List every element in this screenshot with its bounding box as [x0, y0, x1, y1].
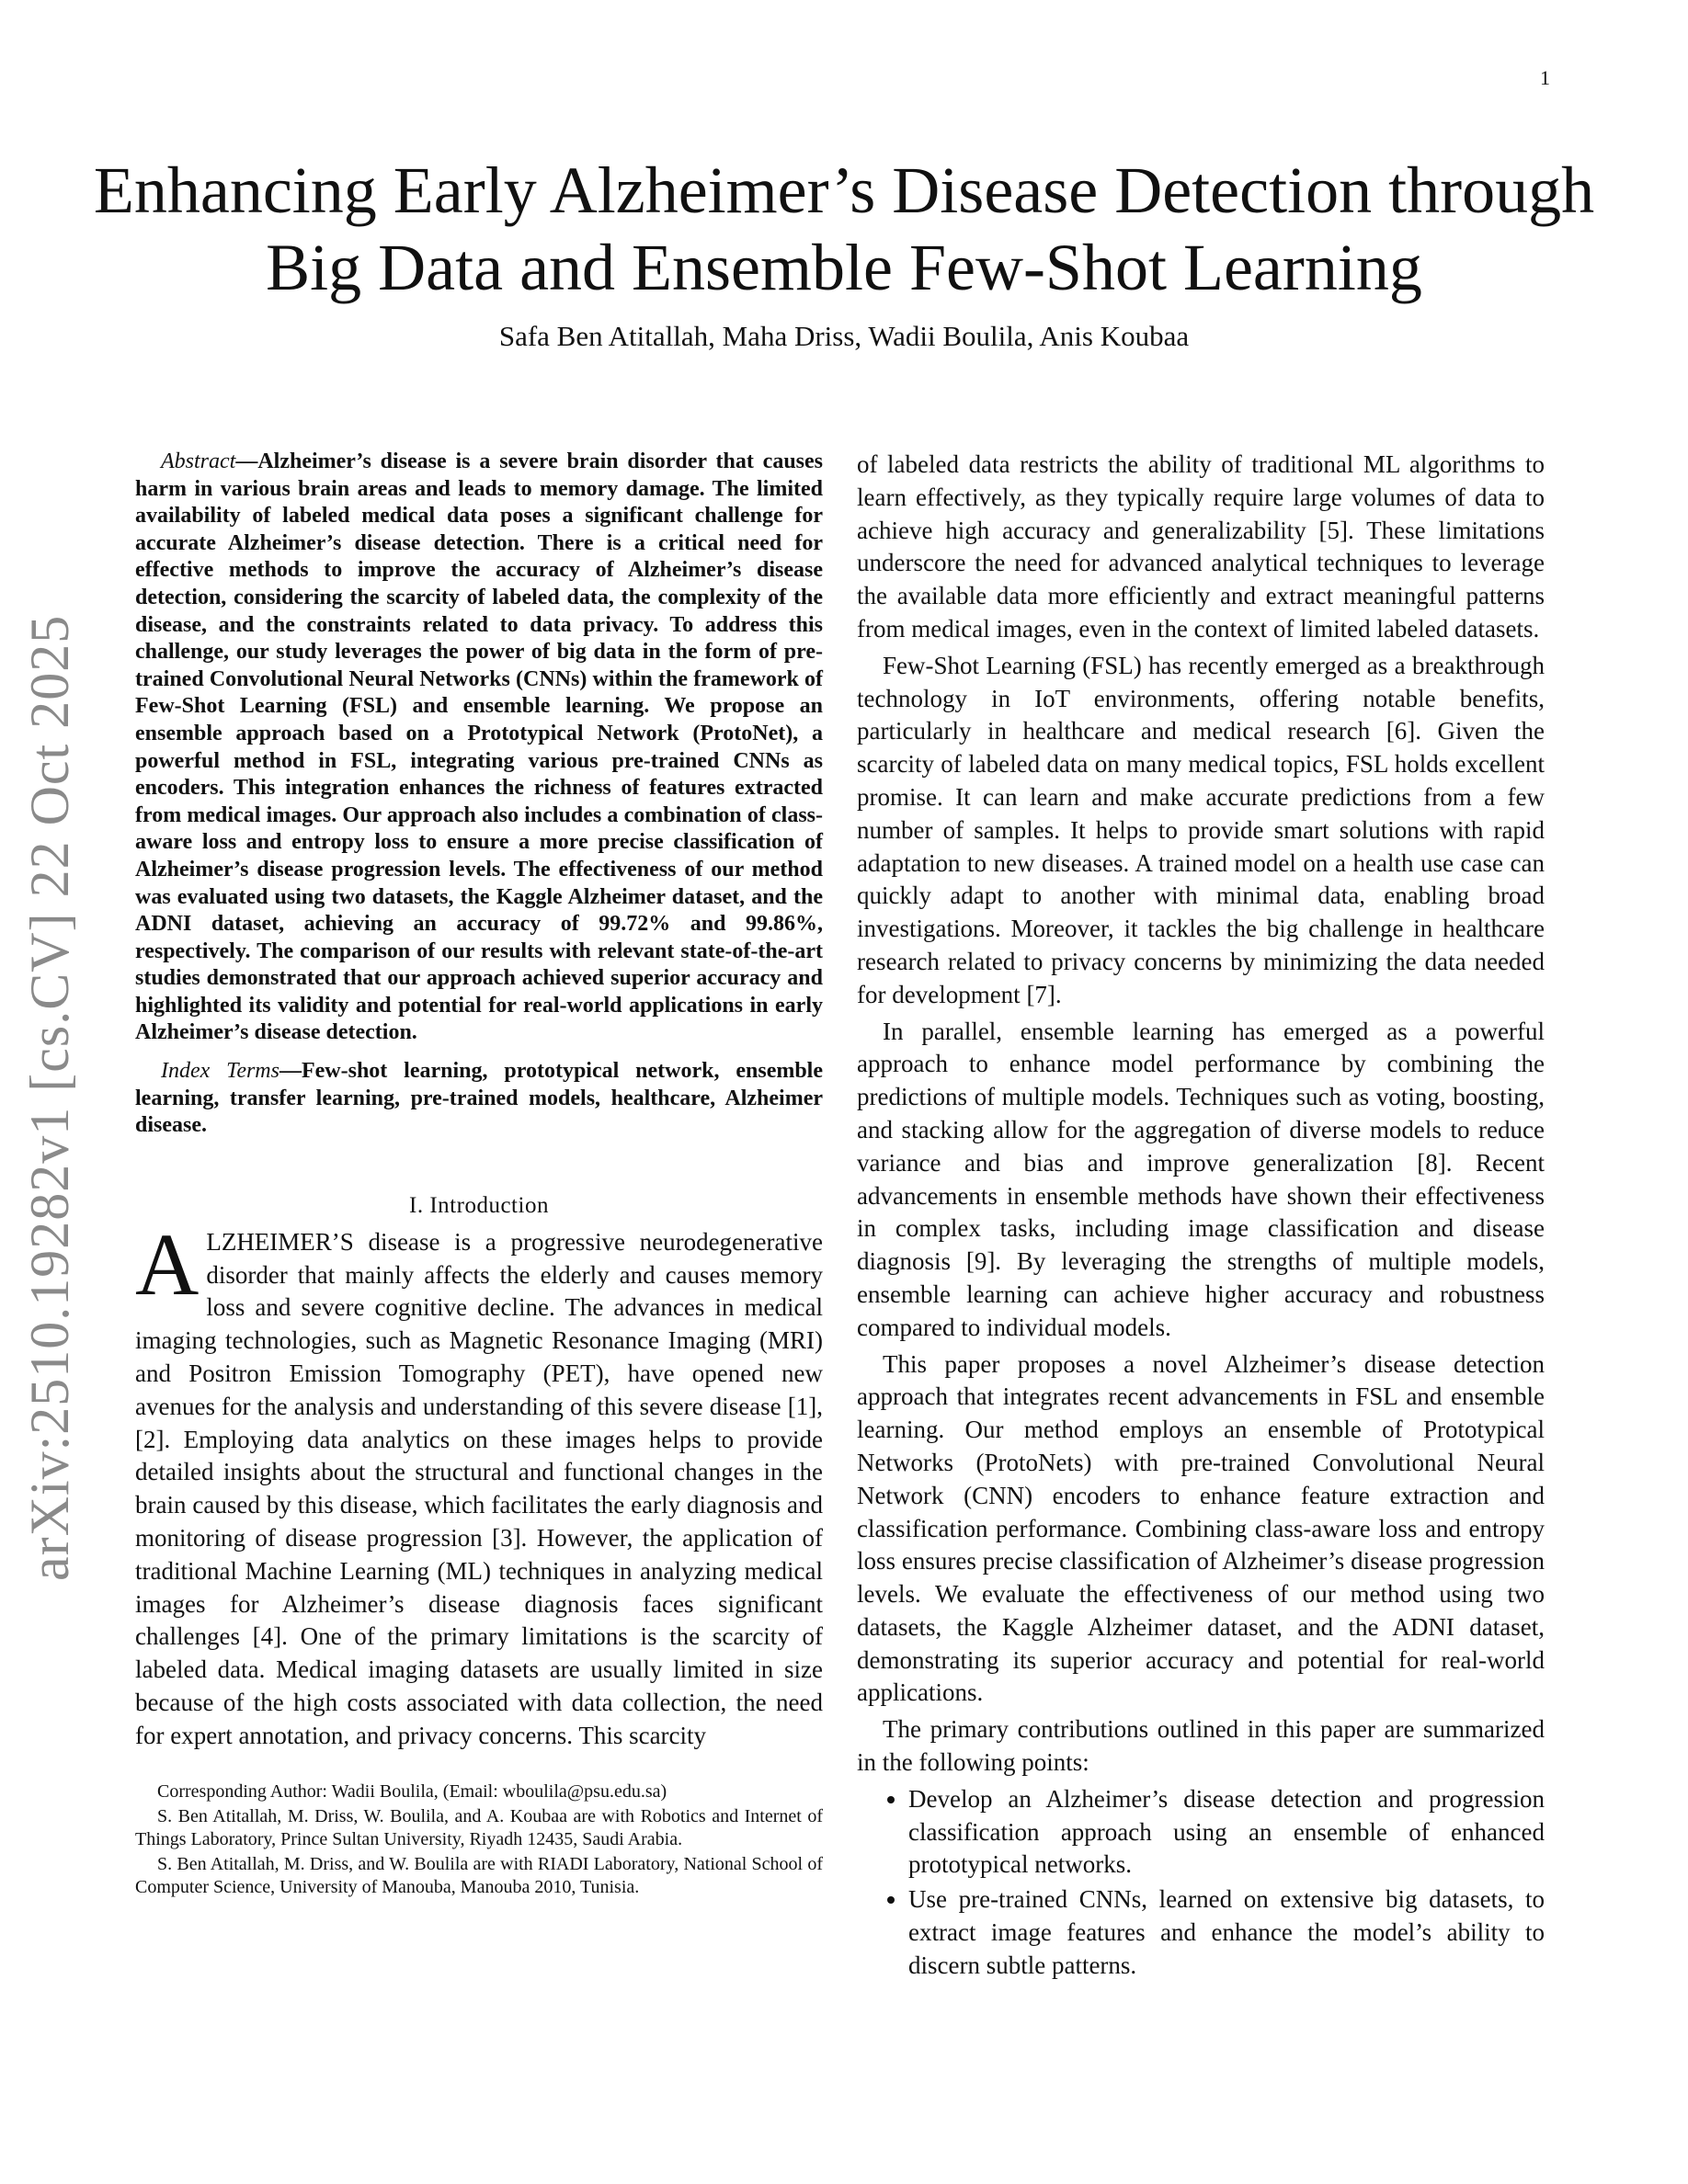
intro-paragraph-1	[135, 1214, 823, 1753]
footnotes	[135, 1780, 823, 1899]
section-heading-text: I. Introduction	[409, 1192, 549, 1218]
index-terms-text: —Few-shot learning, prototypical network, ensemble learning, transfer learning, pre-trained models, healthcare, Alzheimer disease.	[135, 1059, 823, 1138]
footnote-affiliation-2: S. Ben Atitallah, M. Driss, and W. Boulila are with RIADI Laboratory, National School of Computer Science, University of Manouba, Manouba 2010, Tunisia.	[135, 1853, 823, 1897]
list-item: • Develop an Alzheimer’s disease detection and progression classification approach using an ensemble of enhanced prototypical networks.	[908, 1783, 1545, 1882]
page-number: 1	[1540, 66, 1550, 89]
intro-paragraph-ensemble: In parallel, ensemble learning has emerged as a powerful approach to enhance model performance by combining the predictions of multiple models. Techniques such as voting, boosting, and stacking allow for the aggregation of diverse models to reduce variance and bias and improve generalization [8]. Recent advancements in ensemble methods have shown their effectiveness in complex tasks, including image classification and disease diagnosis [9]. By leveraging the strengths of multiple models, ensemble learning can achieve higher accuracy and robustness compared to individual models.	[857, 1017, 1545, 1341]
list-item: • Use pre-trained CNNs, learned on extensive big datasets, to extract image features and enhance the model’s ability to discern subtle patterns.	[908, 1883, 1545, 1982]
section-heading-introduction	[135, 1193, 823, 1219]
footnote-affiliation-1: S. Ben Atitallah, M. Driss, W. Boulila, and A. Koubaa are with Robotics and Internet of Things Laboratory, Prince Sultan University, Riyadh 12435, Saudi Arabia.	[135, 1805, 823, 1849]
paper-title: Enhancing Early Alzheimer’s Disease Detection through Big Data and Ensemble Few-Shot Learning	[93, 154, 1595, 304]
intro-paragraph-contributions: The primary contributions outlined in this paper are summarized in the following points:	[857, 1715, 1545, 1777]
intro-paragraph-proposal: This paper proposes a novel Alzheimer’s disease detection approach that integrates recent advancements in FSL and ensemble learning. Our method employs an ensemble of Prototypical Networks (ProtoNets) with pre-trained Convolutional Neural Network (CNN) encoders to enhance feature extraction and classification performance. Combining class-aware loss and entropy loss ensures precise classification of Alzheimer’s disease progression levels. We evaluate the effectiveness of our method using two datasets, the Kaggle Alzheimer dataset, and the ADNI dataset, demonstrating its superior accuracy and potential for real-world applications.	[857, 1349, 1545, 1707]
right-column	[857, 449, 1545, 1985]
intro-paragraph-continued: of labeled data restricts the ability of traditional ML algorithms to learn effectively, as they typically require large volumes of data to achieve high accuracy and generalizability [5]. These limitations underscore the need for advanced analytical techniques to leverage the available data more efficiently and extract meaningful patterns from medical images, even in the context of limited labeled datasets.	[857, 450, 1545, 643]
intro-paragraph-fsl: Few-Shot Learning (FSL) has recently emerged as a breakthrough technology in IoT environments, offering notable benefits, particularly in healthcare and medical research [6]. Given the scarcity of labeled data on many medical topics, FSL holds excellent promise. It can learn and make accurate predictions from a few number of samples. It helps to provide smart solutions with rapid adaptation to new diseases. A trained model on a health use case can quickly adapt to another with minimal data, enabling broad investigations. Moreover, it tackles the big challenge in healthcare research related to privacy concerns by minimizing the data needed for development [7].	[857, 651, 1545, 1008]
abstract-text: —Alzheimer’s disease is a severe brain disorder that causes harm in various brain areas and leads to memory damage. The limited availability of labeled medical data poses a significant challenge for accurate Alzheimer’s disease detection. There is a critical need for effective methods to improve the accuracy of Alzheimer’s disease detection, considering the scarcity of labeled data, the complexity of the disease, and the constraints related to data privacy. To address this challenge, our study leverages the power of big data in the form of pre-trained Convolutional Neural Networks (CNNs) within the framework of Few-Shot Learning (FSL) and ensemble learning. We propose an ensemble approach based on a Prototypical Network (ProtoNet), a powerful method in FSL, integrating various pre-trained CNNs as encoders. This integration enhances the richness of features extracted from medical images. Our approach also includes a combination of class-aware loss and entropy loss to ensure a more precise classification of Alzheimer’s disease progression levels. The effectiveness of our method was evaluated using two datasets, the Kaggle Alzheimer dataset, and the ADNI dataset, achieving an accuracy of 99.72% and 99.86%, respectively. The comparison of our results with relevant state-of-the-art studies demonstrated that our approach achieved superior accuracy and highlighted its validity and potential for real-world applications in early Alzheimer’s disease detection.	[135, 449, 823, 1045]
index-terms	[135, 1058, 823, 1140]
contributions-list	[857, 1783, 1545, 1983]
index-terms-label: Index Terms	[161, 1059, 279, 1084]
drop-cap: A	[135, 1214, 200, 1314]
abstract-label: Abstract	[161, 449, 236, 473]
author-list: Safa Ben Atitallah, Maha Driss, Wadii Boulila, Anis Koubaa	[498, 320, 1190, 352]
abstract	[135, 449, 823, 1047]
intro-paragraph-1-text: LZHEIMER’S disease is a progressive neurodegenerative disorder that mainly affects the elderly and causes memory loss and severe cognitive decline. The advances in medical imaging technologies, such as Magnetic Resonance Imaging (MRI) and Positron Emission Tomography (PET), have opened new avenues for the analysis and understanding of this severe disease [1], [2]. Employing data analytics on these images helps to provide detailed insights about the structural and functional changes in the brain caused by this disease, which facilitates the early diagnosis and monitoring of disease progression [3]. However, the application of traditional Machine Learning (ML) techniques in analyzing medical images for Alzheimer’s disease diagnosis faces significant challenges [4]. One of the primary limitations is the scarcity of labeled data. Medical imaging datasets are usually limited in size because of the high costs associated with data collection, the need for expert annotation, and privacy concerns. This scarcity	[135, 1227, 823, 1749]
left-column	[135, 449, 823, 1901]
footnote-corresponding-author: Corresponding Author: Wadii Boulila, (Email: wboulila@psu.edu.sa)	[157, 1780, 667, 1802]
arxiv-identifier-stamp: arXiv:2510.19282v1 [cs.CV] 22 Oct 2025	[19, 614, 80, 1581]
